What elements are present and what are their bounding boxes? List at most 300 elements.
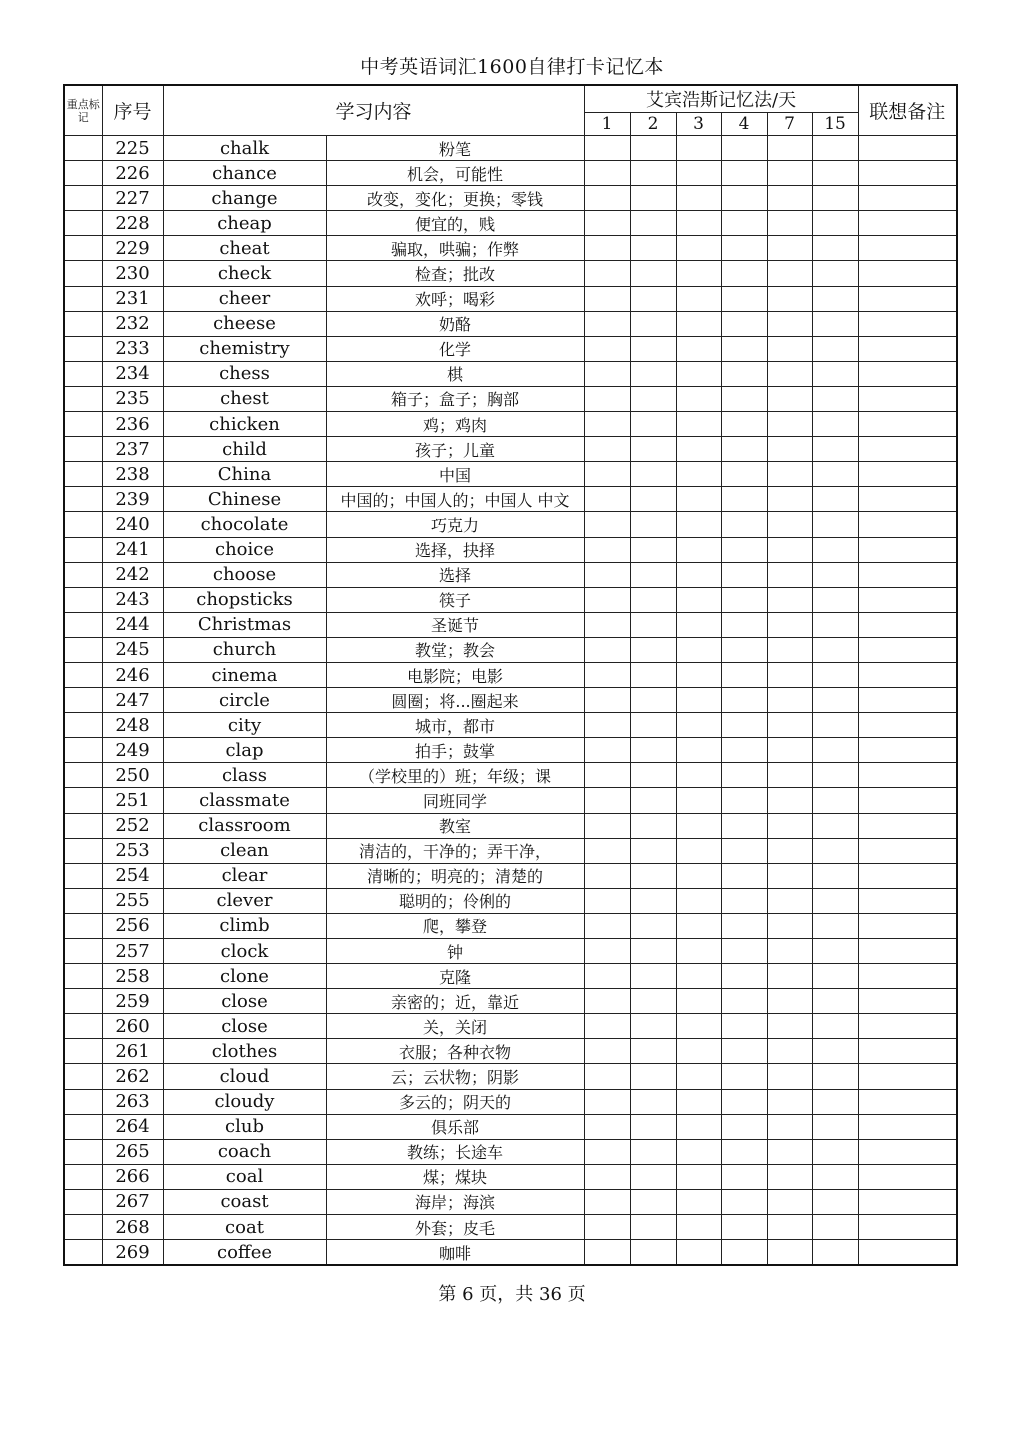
notes-cell[interactable] [858, 1139, 957, 1164]
review-day-7-cell[interactable] [767, 587, 812, 612]
review-day-2-cell[interactable] [630, 939, 676, 964]
review-day-7-cell[interactable] [767, 562, 812, 587]
review-day-1-cell[interactable] [584, 562, 630, 587]
review-day-3-cell[interactable] [676, 637, 721, 662]
review-day-1-cell[interactable] [584, 939, 630, 964]
mark-cell[interactable] [64, 136, 102, 161]
mark-cell[interactable] [64, 838, 102, 863]
review-day-3-cell[interactable] [676, 989, 721, 1014]
review-day-1-cell[interactable] [584, 989, 630, 1014]
notes-cell[interactable] [858, 336, 957, 361]
review-day-1-cell[interactable] [584, 863, 630, 888]
review-day-15-cell[interactable] [812, 537, 858, 562]
review-day-7-cell[interactable] [767, 1164, 812, 1189]
mark-cell[interactable] [64, 161, 102, 186]
review-day-3-cell[interactable] [676, 386, 721, 411]
notes-cell[interactable] [858, 939, 957, 964]
mark-cell[interactable] [64, 913, 102, 938]
review-day-3-cell[interactable] [676, 863, 721, 888]
review-day-1-cell[interactable] [584, 437, 630, 462]
review-day-2-cell[interactable] [630, 211, 676, 236]
review-day-4-cell[interactable] [721, 361, 767, 386]
review-day-4-cell[interactable] [721, 1139, 767, 1164]
review-day-7-cell[interactable] [767, 1215, 812, 1240]
review-day-1-cell[interactable] [584, 637, 630, 662]
mark-cell[interactable] [64, 437, 102, 462]
review-day-7-cell[interactable] [767, 437, 812, 462]
review-day-7-cell[interactable] [767, 261, 812, 286]
review-day-15-cell[interactable] [812, 1039, 858, 1064]
review-day-15-cell[interactable] [812, 1240, 858, 1266]
review-day-2-cell[interactable] [630, 462, 676, 487]
review-day-3-cell[interactable] [676, 1189, 721, 1214]
review-day-3-cell[interactable] [676, 1014, 721, 1039]
review-day-2-cell[interactable] [630, 888, 676, 913]
review-day-1-cell[interactable] [584, 1114, 630, 1139]
mark-cell[interactable] [64, 863, 102, 888]
notes-cell[interactable] [858, 1014, 957, 1039]
mark-cell[interactable] [64, 1064, 102, 1089]
review-day-4-cell[interactable] [721, 763, 767, 788]
review-day-2-cell[interactable] [630, 1014, 676, 1039]
review-day-7-cell[interactable] [767, 286, 812, 311]
review-day-7-cell[interactable] [767, 462, 812, 487]
review-day-3-cell[interactable] [676, 261, 721, 286]
review-day-4-cell[interactable] [721, 838, 767, 863]
review-day-15-cell[interactable] [812, 989, 858, 1014]
review-day-3-cell[interactable] [676, 512, 721, 537]
review-day-4-cell[interactable] [721, 939, 767, 964]
review-day-3-cell[interactable] [676, 487, 721, 512]
review-day-3-cell[interactable] [676, 838, 721, 863]
review-day-3-cell[interactable] [676, 286, 721, 311]
notes-cell[interactable] [858, 662, 957, 687]
review-day-1-cell[interactable] [584, 186, 630, 211]
review-day-7-cell[interactable] [767, 512, 812, 537]
review-day-15-cell[interactable] [812, 236, 858, 261]
review-day-4-cell[interactable] [721, 612, 767, 637]
review-day-1-cell[interactable] [584, 1089, 630, 1114]
review-day-4-cell[interactable] [721, 1215, 767, 1240]
review-day-7-cell[interactable] [767, 487, 812, 512]
review-day-1-cell[interactable] [584, 286, 630, 311]
review-day-7-cell[interactable] [767, 1189, 812, 1214]
review-day-7-cell[interactable] [767, 612, 812, 637]
notes-cell[interactable] [858, 1215, 957, 1240]
review-day-15-cell[interactable] [812, 562, 858, 587]
review-day-2-cell[interactable] [630, 437, 676, 462]
review-day-4-cell[interactable] [721, 1039, 767, 1064]
review-day-2-cell[interactable] [630, 838, 676, 863]
review-day-7-cell[interactable] [767, 361, 812, 386]
review-day-3-cell[interactable] [676, 939, 721, 964]
review-day-15-cell[interactable] [812, 1014, 858, 1039]
review-day-2-cell[interactable] [630, 763, 676, 788]
review-day-2-cell[interactable] [630, 713, 676, 738]
review-day-2-cell[interactable] [630, 1114, 676, 1139]
mark-cell[interactable] [64, 336, 102, 361]
mark-cell[interactable] [64, 738, 102, 763]
review-day-1-cell[interactable] [584, 1215, 630, 1240]
review-day-15-cell[interactable] [812, 863, 858, 888]
review-day-4-cell[interactable] [721, 1164, 767, 1189]
review-day-7-cell[interactable] [767, 1089, 812, 1114]
review-day-1-cell[interactable] [584, 1139, 630, 1164]
review-day-1-cell[interactable] [584, 336, 630, 361]
review-day-3-cell[interactable] [676, 1139, 721, 1164]
review-day-15-cell[interactable] [812, 939, 858, 964]
review-day-7-cell[interactable] [767, 688, 812, 713]
review-day-15-cell[interactable] [812, 662, 858, 687]
review-day-1-cell[interactable] [584, 688, 630, 713]
mark-cell[interactable] [64, 662, 102, 687]
review-day-15-cell[interactable] [812, 888, 858, 913]
mark-cell[interactable] [64, 939, 102, 964]
notes-cell[interactable] [858, 236, 957, 261]
review-day-2-cell[interactable] [630, 738, 676, 763]
review-day-7-cell[interactable] [767, 1064, 812, 1089]
notes-cell[interactable] [858, 838, 957, 863]
notes-cell[interactable] [858, 863, 957, 888]
review-day-1-cell[interactable] [584, 888, 630, 913]
mark-cell[interactable] [64, 1114, 102, 1139]
mark-cell[interactable] [64, 637, 102, 662]
review-day-15-cell[interactable] [812, 286, 858, 311]
review-day-7-cell[interactable] [767, 813, 812, 838]
review-day-3-cell[interactable] [676, 336, 721, 361]
review-day-7-cell[interactable] [767, 186, 812, 211]
review-day-3-cell[interactable] [676, 161, 721, 186]
review-day-3-cell[interactable] [676, 662, 721, 687]
review-day-3-cell[interactable] [676, 186, 721, 211]
review-day-3-cell[interactable] [676, 1089, 721, 1114]
notes-cell[interactable] [858, 964, 957, 989]
review-day-15-cell[interactable] [812, 161, 858, 186]
review-day-3-cell[interactable] [676, 1039, 721, 1064]
review-day-2-cell[interactable] [630, 913, 676, 938]
review-day-2-cell[interactable] [630, 136, 676, 161]
review-day-2-cell[interactable] [630, 1089, 676, 1114]
review-day-4-cell[interactable] [721, 537, 767, 562]
review-day-15-cell[interactable] [812, 1189, 858, 1214]
review-day-1-cell[interactable] [584, 261, 630, 286]
review-day-1-cell[interactable] [584, 1014, 630, 1039]
review-day-4-cell[interactable] [721, 913, 767, 938]
review-day-7-cell[interactable] [767, 989, 812, 1014]
review-day-15-cell[interactable] [812, 637, 858, 662]
review-day-2-cell[interactable] [630, 1064, 676, 1089]
mark-cell[interactable] [64, 813, 102, 838]
mark-cell[interactable] [64, 462, 102, 487]
notes-cell[interactable] [858, 1039, 957, 1064]
review-day-1-cell[interactable] [584, 236, 630, 261]
notes-cell[interactable] [858, 788, 957, 813]
review-day-4-cell[interactable] [721, 738, 767, 763]
review-day-1-cell[interactable] [584, 412, 630, 437]
review-day-3-cell[interactable] [676, 361, 721, 386]
notes-cell[interactable] [858, 386, 957, 411]
mark-cell[interactable] [64, 562, 102, 587]
review-day-4-cell[interactable] [721, 437, 767, 462]
mark-cell[interactable] [64, 236, 102, 261]
review-day-3-cell[interactable] [676, 688, 721, 713]
review-day-15-cell[interactable] [812, 311, 858, 336]
review-day-3-cell[interactable] [676, 788, 721, 813]
review-day-2-cell[interactable] [630, 562, 676, 587]
mark-cell[interactable] [64, 512, 102, 537]
notes-cell[interactable] [858, 913, 957, 938]
review-day-7-cell[interactable] [767, 1114, 812, 1139]
review-day-4-cell[interactable] [721, 386, 767, 411]
review-day-2-cell[interactable] [630, 1189, 676, 1214]
review-day-15-cell[interactable] [812, 261, 858, 286]
review-day-7-cell[interactable] [767, 236, 812, 261]
review-day-3-cell[interactable] [676, 462, 721, 487]
mark-cell[interactable] [64, 412, 102, 437]
notes-cell[interactable] [858, 186, 957, 211]
notes-cell[interactable] [858, 637, 957, 662]
review-day-15-cell[interactable] [812, 1064, 858, 1089]
notes-cell[interactable] [858, 587, 957, 612]
review-day-1-cell[interactable] [584, 964, 630, 989]
review-day-2-cell[interactable] [630, 612, 676, 637]
review-day-4-cell[interactable] [721, 964, 767, 989]
review-day-7-cell[interactable] [767, 713, 812, 738]
review-day-3-cell[interactable] [676, 813, 721, 838]
mark-cell[interactable] [64, 888, 102, 913]
review-day-7-cell[interactable] [767, 662, 812, 687]
review-day-1-cell[interactable] [584, 1240, 630, 1266]
review-day-15-cell[interactable] [812, 688, 858, 713]
mark-cell[interactable] [64, 1164, 102, 1189]
mark-cell[interactable] [64, 1215, 102, 1240]
review-day-1-cell[interactable] [584, 713, 630, 738]
review-day-1-cell[interactable] [584, 788, 630, 813]
review-day-4-cell[interactable] [721, 1240, 767, 1266]
review-day-4-cell[interactable] [721, 713, 767, 738]
notes-cell[interactable] [858, 1189, 957, 1214]
review-day-2-cell[interactable] [630, 1240, 676, 1266]
notes-cell[interactable] [858, 512, 957, 537]
review-day-4-cell[interactable] [721, 637, 767, 662]
review-day-7-cell[interactable] [767, 637, 812, 662]
review-day-3-cell[interactable] [676, 1240, 721, 1266]
review-day-2-cell[interactable] [630, 261, 676, 286]
review-day-1-cell[interactable] [584, 537, 630, 562]
review-day-1-cell[interactable] [584, 813, 630, 838]
review-day-3-cell[interactable] [676, 1064, 721, 1089]
review-day-15-cell[interactable] [812, 1114, 858, 1139]
review-day-2-cell[interactable] [630, 964, 676, 989]
review-day-4-cell[interactable] [721, 1064, 767, 1089]
review-day-4-cell[interactable] [721, 587, 767, 612]
notes-cell[interactable] [858, 361, 957, 386]
mark-cell[interactable] [64, 361, 102, 386]
review-day-4-cell[interactable] [721, 813, 767, 838]
review-day-15-cell[interactable] [812, 587, 858, 612]
review-day-2-cell[interactable] [630, 688, 676, 713]
review-day-2-cell[interactable] [630, 1164, 676, 1189]
review-day-3-cell[interactable] [676, 1215, 721, 1240]
review-day-4-cell[interactable] [721, 186, 767, 211]
mark-cell[interactable] [64, 211, 102, 236]
review-day-1-cell[interactable] [584, 1039, 630, 1064]
mark-cell[interactable] [64, 1240, 102, 1266]
review-day-3-cell[interactable] [676, 587, 721, 612]
review-day-15-cell[interactable] [812, 412, 858, 437]
review-day-15-cell[interactable] [812, 437, 858, 462]
review-day-7-cell[interactable] [767, 537, 812, 562]
review-day-2-cell[interactable] [630, 161, 676, 186]
mark-cell[interactable] [64, 311, 102, 336]
review-day-7-cell[interactable] [767, 763, 812, 788]
notes-cell[interactable] [858, 1114, 957, 1139]
notes-cell[interactable] [858, 211, 957, 236]
review-day-1-cell[interactable] [584, 587, 630, 612]
review-day-1-cell[interactable] [584, 462, 630, 487]
notes-cell[interactable] [858, 813, 957, 838]
review-day-15-cell[interactable] [812, 913, 858, 938]
review-day-15-cell[interactable] [812, 813, 858, 838]
review-day-2-cell[interactable] [630, 788, 676, 813]
review-day-4-cell[interactable] [721, 863, 767, 888]
mark-cell[interactable] [64, 386, 102, 411]
review-day-3-cell[interactable] [676, 562, 721, 587]
review-day-2-cell[interactable] [630, 386, 676, 411]
review-day-15-cell[interactable] [812, 763, 858, 788]
review-day-15-cell[interactable] [812, 838, 858, 863]
review-day-1-cell[interactable] [584, 386, 630, 411]
review-day-15-cell[interactable] [812, 1139, 858, 1164]
notes-cell[interactable] [858, 763, 957, 788]
mark-cell[interactable] [64, 688, 102, 713]
mark-cell[interactable] [64, 286, 102, 311]
notes-cell[interactable] [858, 412, 957, 437]
review-day-4-cell[interactable] [721, 1189, 767, 1214]
mark-cell[interactable] [64, 989, 102, 1014]
review-day-15-cell[interactable] [812, 462, 858, 487]
review-day-1-cell[interactable] [584, 738, 630, 763]
mark-cell[interactable] [64, 587, 102, 612]
review-day-15-cell[interactable] [812, 1164, 858, 1189]
review-day-3-cell[interactable] [676, 437, 721, 462]
review-day-3-cell[interactable] [676, 211, 721, 236]
review-day-1-cell[interactable] [584, 512, 630, 537]
review-day-2-cell[interactable] [630, 336, 676, 361]
review-day-2-cell[interactable] [630, 587, 676, 612]
review-day-3-cell[interactable] [676, 763, 721, 788]
review-day-3-cell[interactable] [676, 537, 721, 562]
review-day-1-cell[interactable] [584, 763, 630, 788]
review-day-2-cell[interactable] [630, 1039, 676, 1064]
notes-cell[interactable] [858, 1089, 957, 1114]
review-day-1-cell[interactable] [584, 1164, 630, 1189]
review-day-2-cell[interactable] [630, 512, 676, 537]
review-day-15-cell[interactable] [812, 1089, 858, 1114]
mark-cell[interactable] [64, 964, 102, 989]
review-day-2-cell[interactable] [630, 361, 676, 386]
review-day-3-cell[interactable] [676, 964, 721, 989]
notes-cell[interactable] [858, 311, 957, 336]
mark-cell[interactable] [64, 186, 102, 211]
notes-cell[interactable] [858, 1164, 957, 1189]
review-day-15-cell[interactable] [812, 186, 858, 211]
review-day-15-cell[interactable] [812, 1215, 858, 1240]
notes-cell[interactable] [858, 989, 957, 1014]
review-day-15-cell[interactable] [812, 713, 858, 738]
review-day-3-cell[interactable] [676, 311, 721, 336]
notes-cell[interactable] [858, 286, 957, 311]
review-day-4-cell[interactable] [721, 688, 767, 713]
review-day-7-cell[interactable] [767, 412, 812, 437]
review-day-7-cell[interactable] [767, 161, 812, 186]
notes-cell[interactable] [858, 888, 957, 913]
review-day-3-cell[interactable] [676, 888, 721, 913]
review-day-4-cell[interactable] [721, 1114, 767, 1139]
review-day-4-cell[interactable] [721, 788, 767, 813]
review-day-1-cell[interactable] [584, 311, 630, 336]
review-day-3-cell[interactable] [676, 738, 721, 763]
notes-cell[interactable] [858, 437, 957, 462]
review-day-4-cell[interactable] [721, 462, 767, 487]
notes-cell[interactable] [858, 713, 957, 738]
review-day-7-cell[interactable] [767, 738, 812, 763]
review-day-7-cell[interactable] [767, 1240, 812, 1266]
mark-cell[interactable] [64, 487, 102, 512]
mark-cell[interactable] [64, 261, 102, 286]
review-day-2-cell[interactable] [630, 813, 676, 838]
review-day-4-cell[interactable] [721, 1089, 767, 1114]
review-day-4-cell[interactable] [721, 286, 767, 311]
review-day-3-cell[interactable] [676, 1114, 721, 1139]
review-day-7-cell[interactable] [767, 888, 812, 913]
review-day-7-cell[interactable] [767, 336, 812, 361]
review-day-2-cell[interactable] [630, 311, 676, 336]
review-day-2-cell[interactable] [630, 412, 676, 437]
review-day-1-cell[interactable] [584, 1064, 630, 1089]
review-day-7-cell[interactable] [767, 136, 812, 161]
mark-cell[interactable] [64, 537, 102, 562]
review-day-4-cell[interactable] [721, 562, 767, 587]
review-day-3-cell[interactable] [676, 136, 721, 161]
review-day-3-cell[interactable] [676, 1164, 721, 1189]
review-day-2-cell[interactable] [630, 537, 676, 562]
review-day-15-cell[interactable] [812, 512, 858, 537]
review-day-15-cell[interactable] [812, 487, 858, 512]
review-day-1-cell[interactable] [584, 662, 630, 687]
review-day-4-cell[interactable] [721, 989, 767, 1014]
mark-cell[interactable] [64, 612, 102, 637]
notes-cell[interactable] [858, 562, 957, 587]
review-day-2-cell[interactable] [630, 186, 676, 211]
review-day-4-cell[interactable] [721, 888, 767, 913]
review-day-2-cell[interactable] [630, 863, 676, 888]
review-day-7-cell[interactable] [767, 964, 812, 989]
review-day-1-cell[interactable] [584, 612, 630, 637]
review-day-3-cell[interactable] [676, 713, 721, 738]
review-day-1-cell[interactable] [584, 838, 630, 863]
notes-cell[interactable] [858, 261, 957, 286]
review-day-1-cell[interactable] [584, 161, 630, 186]
notes-cell[interactable] [858, 612, 957, 637]
review-day-2-cell[interactable] [630, 637, 676, 662]
review-day-1-cell[interactable] [584, 136, 630, 161]
review-day-1-cell[interactable] [584, 487, 630, 512]
review-day-4-cell[interactable] [721, 336, 767, 361]
review-day-4-cell[interactable] [721, 211, 767, 236]
review-day-4-cell[interactable] [721, 261, 767, 286]
review-day-15-cell[interactable] [812, 612, 858, 637]
